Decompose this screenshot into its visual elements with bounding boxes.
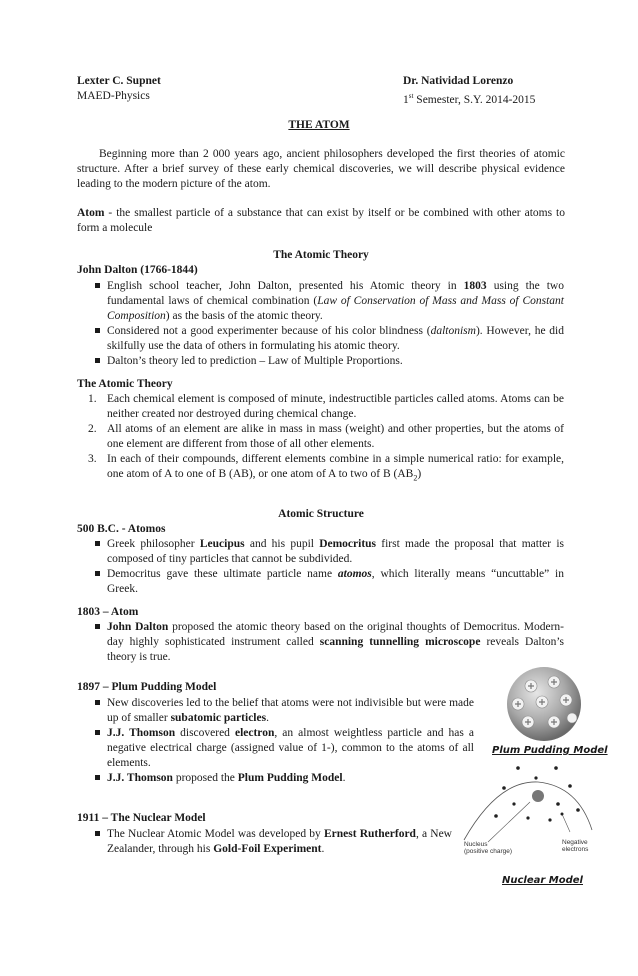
nuclear-model-bullet-list (107, 827, 452, 857)
atomos-bullet-list (107, 537, 564, 597)
semester-line: 1st Semester, S.Y. 2014-2015 (403, 92, 536, 106)
dalton-heading: John Dalton (1766-1844) (77, 264, 198, 276)
section-title-atomic-structure: Atomic Structure (278, 508, 364, 520)
square-bullet-icon (95, 831, 100, 836)
nucleus-label-sub: (positive charge) (464, 848, 513, 855)
atomic-theory-heading: The Atomic Theory (77, 378, 173, 390)
atomic-theory-list (88, 392, 564, 485)
square-bullet-icon (95, 775, 100, 780)
atom-1803-bullet-list (107, 620, 564, 665)
square-bullet-icon (95, 624, 100, 629)
square-bullet-icon (95, 358, 100, 363)
instructor-name: Dr. Natividad Lorenzo (403, 75, 514, 87)
list-item: The Nuclear Atomic Model was developed by Ernest Rutherford, a New Zealander, through his Gold-Foil Experiment. (107, 827, 452, 857)
square-bullet-icon (95, 700, 100, 705)
list-item: 3. In each of their compounds, different elements combine in a simple numerical ratio: for example, one atom of A to one of B (AB), or one atom of A to two of B $(AB_2)$ (88, 453, 564, 483)
intro-paragraph: Beginning more than 2 000 years ago, ancient philosophers developed the first theories of atomic structure. After a brief survey of these early chemical discoveries, we will describe physical evidence leading to the modern picture of the atom. (77, 148, 565, 190)
list-item: 1. Each chemical element is composed of minute, indestructible particles called atoms. Atoms can be neither created nor destroyed during chemical change. (88, 393, 564, 420)
program-name: MAED-Physics (77, 90, 150, 102)
nuclear-model-heading: 1911 – The Nuclear Model (77, 812, 206, 824)
list-item: Considered not a good experimenter because of his color blindness (daltonism). However, he did skilfully use the data of others in formulating his atomic theory. (107, 324, 564, 354)
list-item: Greek philosopher Leucipus and his pupil Democritus first made the proposal that matter is composed of tiny particles that cannot be subdivided. (107, 537, 564, 567)
author-name: Lexter C. Supnet (77, 75, 161, 87)
plum-pudding-model-illustration (496, 666, 596, 742)
atomos-heading: 500 B.C. - Atomos (77, 523, 166, 535)
electrons-label-sub: electrons (562, 846, 589, 853)
list-item: J.J. Thomson discovered electron, an almost weightless particle and has a negative electrical charge (assigned value of 1-), common to the atoms of all elements. (107, 726, 474, 771)
electrons-label: Negative (562, 839, 588, 846)
list-item: Dalton’s theory led to prediction – Law of Multiple Proportions. (107, 354, 564, 369)
header-left (77, 74, 161, 104)
square-bullet-icon (95, 730, 100, 735)
nucleus-label: Nucleus (464, 841, 488, 848)
plum-pudding-caption: Plum Pudding Model (492, 745, 608, 756)
square-bullet-icon (95, 571, 100, 576)
list-item: 2. All atoms of an element are alike in mass in mass (weight) and other properties, but the atoms of one element are different from those of all other elements. (88, 423, 564, 450)
dalton-bullet-list (107, 279, 564, 369)
nuclear-model-illustration (458, 760, 598, 866)
atom-1803-heading: 1803 – Atom (77, 606, 139, 618)
page-title: THE ATOM (288, 119, 350, 131)
list-item: New discoveries led to the belief that atoms were not indivisible but were made up of smaller subatomic particles. (107, 696, 474, 726)
plum-pudding-heading: 1897 – Plum Pudding Model (77, 681, 217, 693)
list-item: J.J. Thomson proposed the Plum Pudding Model. (107, 771, 474, 786)
list-item: Democritus gave these ultimate particle name atomos, which literally means “uncuttable” in Greek. (107, 567, 564, 597)
section-title-atomic-theory: The Atomic Theory (273, 249, 369, 261)
list-item: English school teacher, John Dalton, presented his Atomic theory in 1803 using the two fundamental laws of chemical combination (Law of Conservation of Mass and Mass of Constant Composition) as the basis of the atomic theory. (107, 279, 564, 324)
list-item: John Dalton proposed the atomic theory based on the original thoughts of Democritus. Modern-day highly sophisticated instrument called scanning tunnelling microscope reveals Dalton’s theory is true. (107, 620, 564, 665)
square-bullet-icon (95, 328, 100, 333)
plum-pudding-bullet-list (107, 696, 474, 786)
nuclear-model-caption: Nuclear Model (502, 875, 583, 886)
atom-definition: Atom - the smallest particle of a substance that can exist by itself or be combined with other atoms to form a molecule (77, 207, 565, 234)
square-bullet-icon (95, 283, 100, 288)
square-bullet-icon (95, 541, 100, 546)
header-right (403, 74, 535, 108)
